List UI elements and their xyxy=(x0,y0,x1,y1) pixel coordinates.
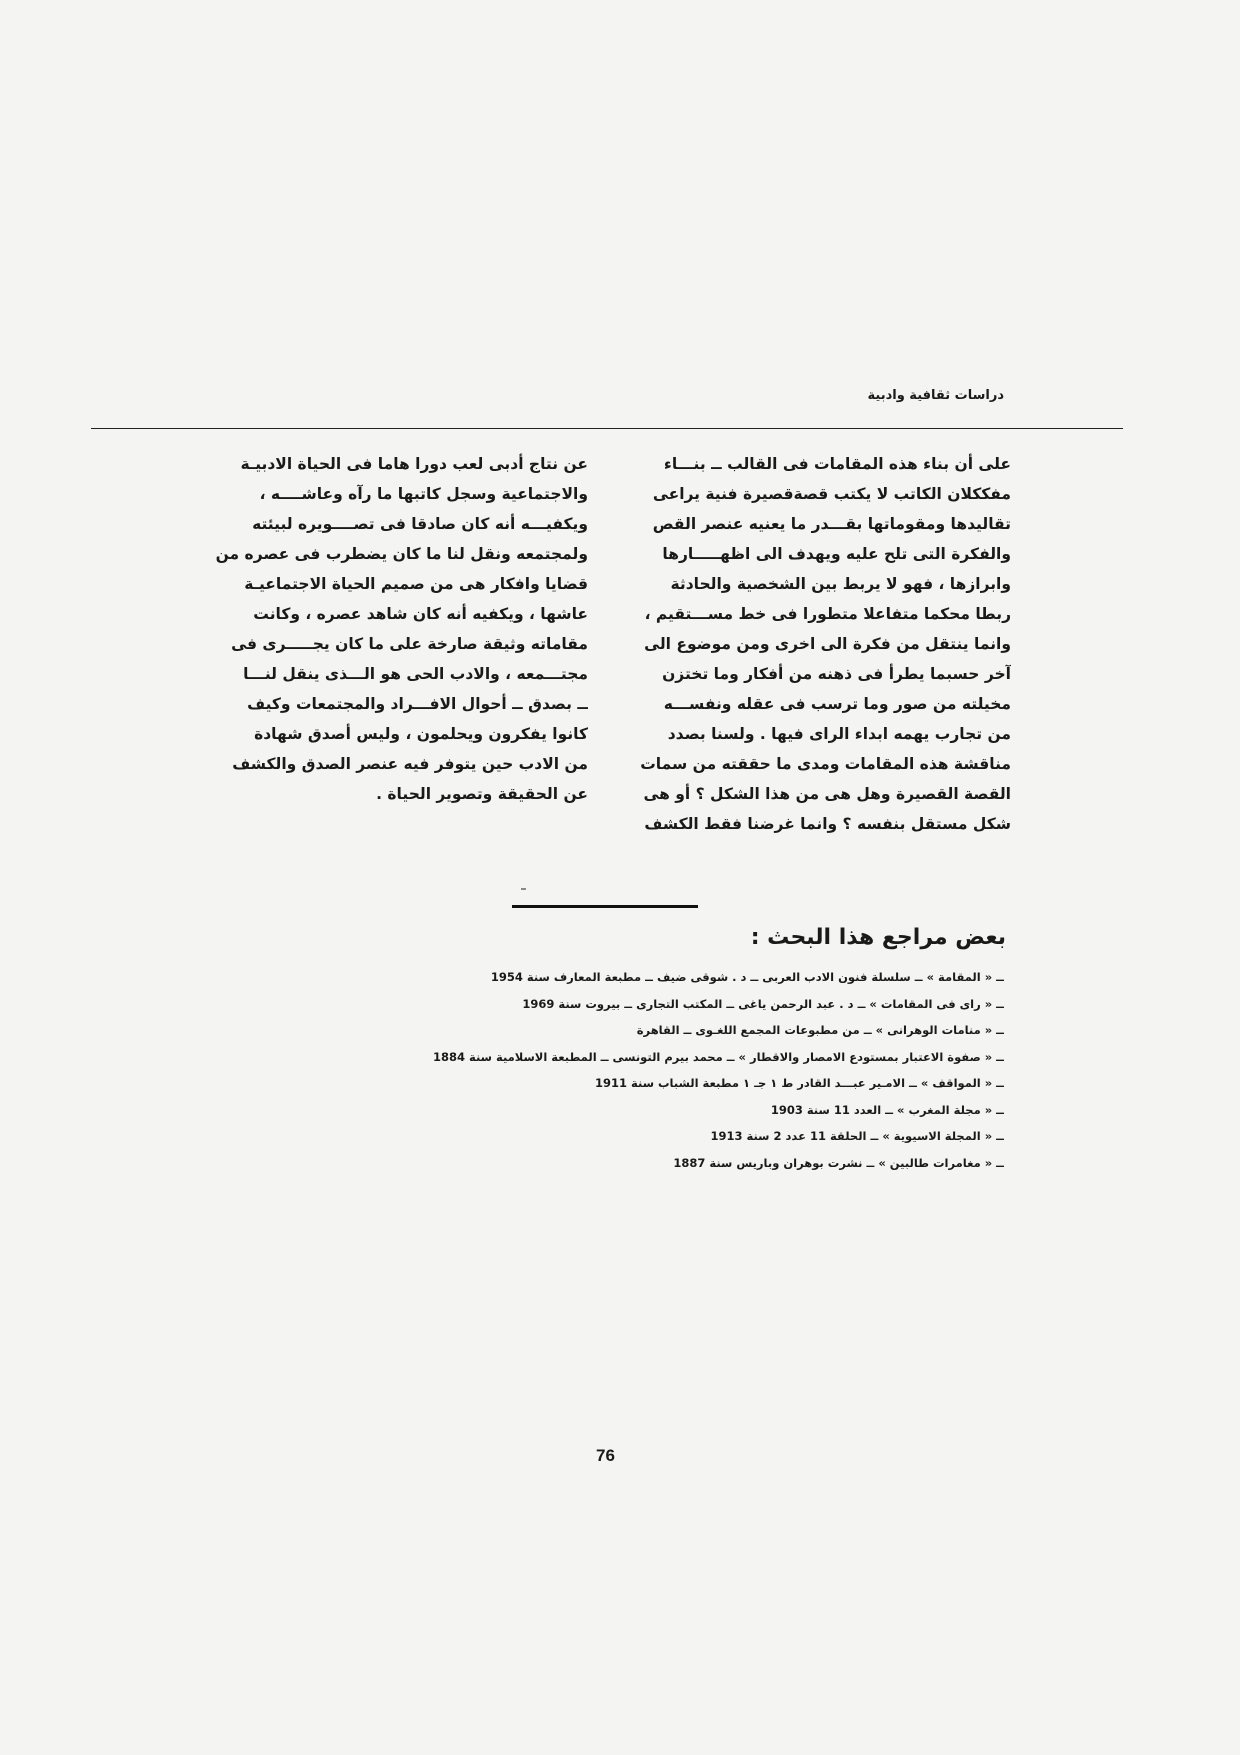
text-line: ربطا محكما متفاعلا متطورا فى خط مســـتقيم ، xyxy=(644,605,1011,623)
reference-item: ــ « مغامرات طالبين » ــ نشرت بوهران وباريس سنة 1887 xyxy=(673,1155,1004,1170)
text-line: كانوا يفكرون ويحلمون ، وليس أصدق شهادة xyxy=(254,725,588,743)
page-number: 76 xyxy=(596,1446,615,1465)
text-line: وانما ينتقل من فكرة الى اخرى ومن موضوع الى xyxy=(644,635,1011,653)
text-column-right xyxy=(628,449,1011,839)
text-line: وابرازها ، فهو لا يربط بين الشخصية والحادثة xyxy=(670,575,1011,593)
text-line: آخر حسبما يطرأ فى ذهنه من أفكار وما تختزن xyxy=(662,665,1011,683)
text-line: شكل مستقل بنفسه ؟ وانما غرضنا فقط الكشف xyxy=(644,815,1011,833)
header-rule xyxy=(91,428,1123,429)
text-line: عن الحقيقة وتصوير الحياة . xyxy=(376,785,588,803)
section-divider xyxy=(512,905,698,908)
reference-item: ــ « المقامة » ــ سلسلة فنون الادب العربى ــ د . شوقى ضيف ــ مطبعة المعارف سنة 1954 xyxy=(490,970,1004,984)
text-line: مخيلته من صور وما ترسب فى عقله ونفســـه xyxy=(663,695,1011,713)
reference-item: ــ « صفوة الاعتبار بمستودع الامصار والاقطار » ــ محمد بيرم التونسى ــ المطبعة الاسلامية سنة 1884 xyxy=(432,1049,1004,1064)
reference-item: ــ « راى فى المقامات » ــ د . عبد الرحمن ياغى ــ المكتب التجارى ــ بيروت سنة 1969 xyxy=(522,996,1004,1011)
text-line: قضايا وافكار هى من صميم الحياة الاجتماعيـة xyxy=(244,575,588,593)
text-line: مجتـــمعه ، والادب الحى هو الـــذى ينقل لنـــا xyxy=(243,665,588,683)
text-line: مناقشة هذه المقامات ومدى ما حققته من سمات xyxy=(640,755,1011,773)
text-line: من الادب حين يتوفر فيه عنصر الصدق والكشف xyxy=(232,755,588,773)
text-line: على أن بناء هذه المقامات فى القالب ــ بنـــاء xyxy=(663,455,1011,473)
references-title: بعض مراجع هذا البحث : xyxy=(750,925,1006,950)
text-line: والاجتماعية وسجل كاتبها ما رآه وعاشــــه ، xyxy=(259,485,588,503)
text-line: ويكفيـــه أنه كان صادقا فى تصــــويره لبيئته xyxy=(252,515,588,533)
text-line: والفكرة التى تلح عليه ويهدف الى اظهـــــارها xyxy=(662,545,1011,563)
text-line: القصة القصيرة وهل هى من هذا الشكل ؟ أو هى xyxy=(643,785,1011,803)
reference-item: ــ « المجلة الاسيوية » ــ الحلقة 11 عدد 2 سنة 1913 xyxy=(710,1129,1004,1143)
reference-item: ــ « المواقف » ــ الامـير عبـــد القادر ط ١ جـ ١ مطبعة الشباب سنة 1911 xyxy=(595,1076,1004,1090)
running-header: دراسات ثقافية وادبية xyxy=(867,388,1004,403)
text-column-left xyxy=(203,449,588,809)
text-line: ولمجتمعه ونقل لنا ما كان يضطرب فى عصره من xyxy=(215,545,588,563)
reference-item: ــ « مجلة المغرب » ــ العدد 11 سنة 1903 xyxy=(770,1102,1004,1117)
text-line: مقاماته وثيقة صارخة على ما كان يجـــــرى فى xyxy=(231,635,588,653)
text-line: من تجارب يهمه ابداء الراى فيها . ولسنا بصدد xyxy=(667,725,1011,743)
scan-speck xyxy=(521,888,526,890)
text-line: تقاليدها ومقوماتها بقـــدر ما يعنيه عنصر القص xyxy=(652,515,1011,533)
reference-item: ــ « منامات الوهرانى » ــ من مطبوعات المجمع اللغـوى ــ القاهرة xyxy=(636,1023,1004,1037)
text-line: عن نتاج أدبى لعب دورا هاما فى الحياة الادبيـة xyxy=(240,455,588,473)
text-line: مفككلان الكاتب لا يكتب قصةقصيرة فنية يراعى xyxy=(652,485,1011,503)
text-line: عاشها ، ويكفيه أنه كان شاهد عصره ، وكانت xyxy=(253,605,588,623)
references-list xyxy=(404,964,1004,1176)
text-line: ــ بصدق ــ أحوال الافـــراد والمجتمعات وكيف xyxy=(247,695,588,713)
